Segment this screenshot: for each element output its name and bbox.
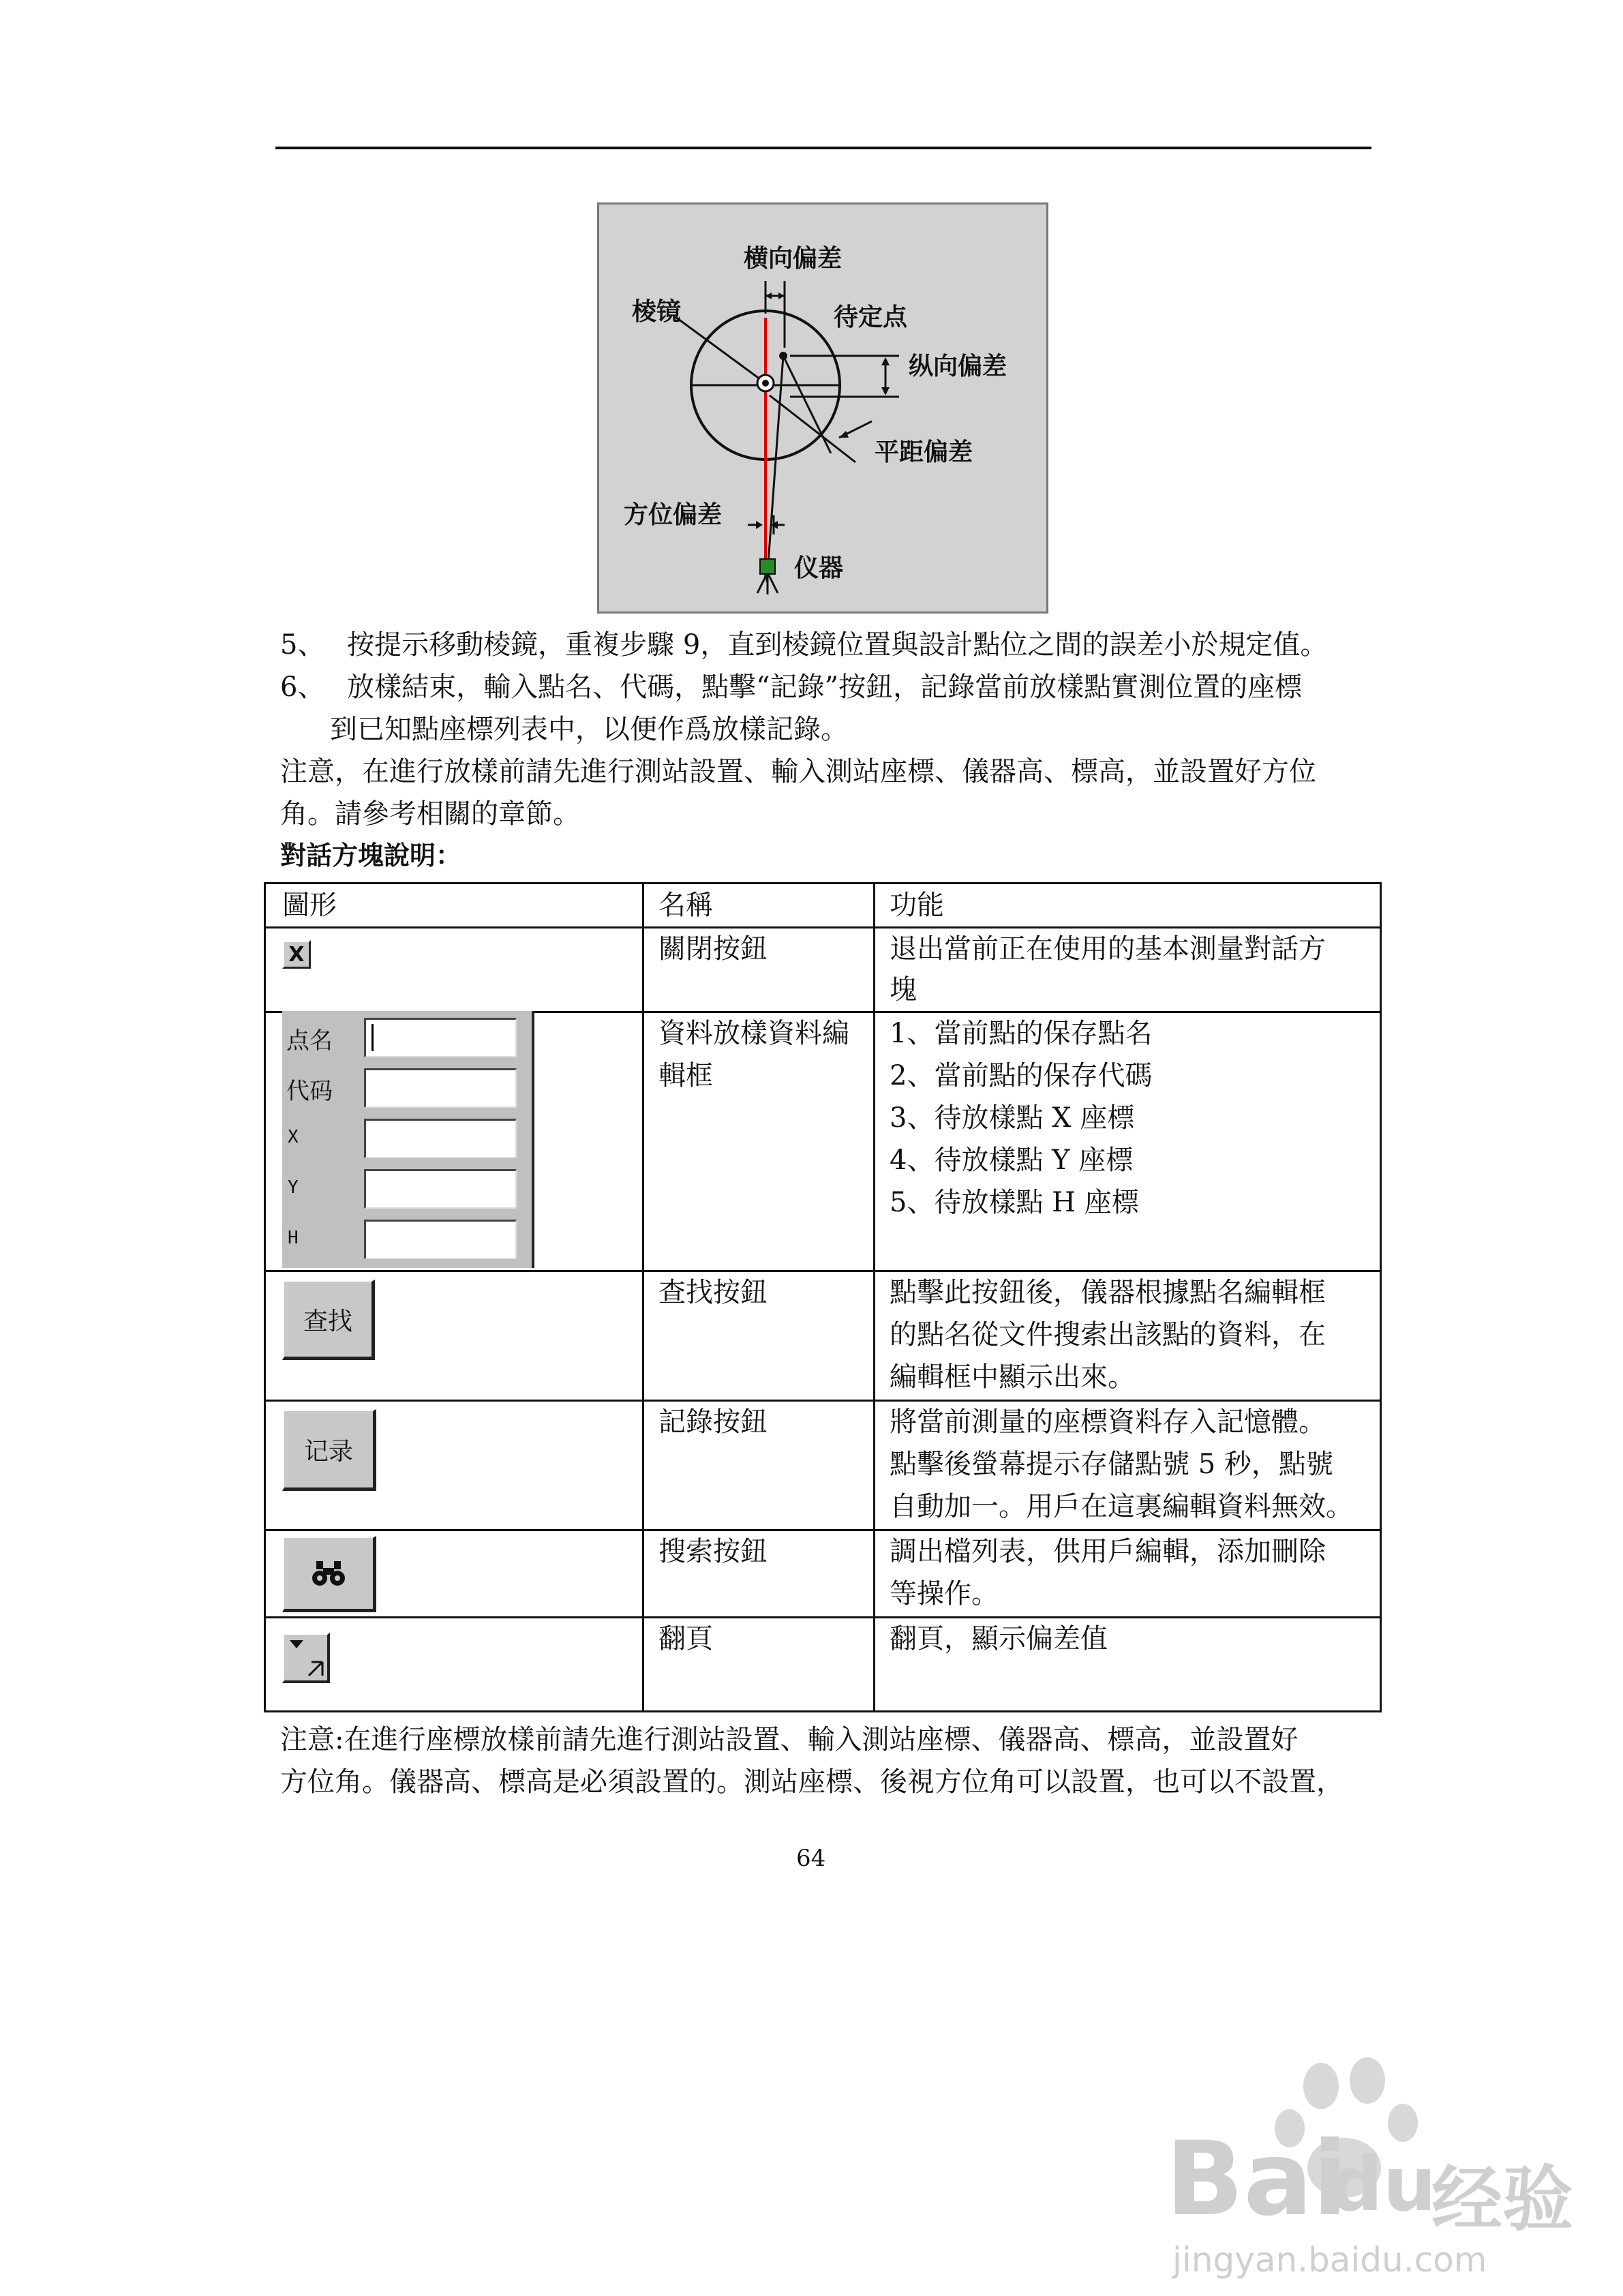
target-point-label: 待定点	[834, 303, 908, 331]
watermark-brand-2: du	[1329, 2141, 1437, 2228]
page-flip-button[interactable]	[282, 1633, 330, 1683]
page-flip-icon	[284, 1635, 325, 1678]
step-6-text: 放樣結束，輸入點名、代碼，點擊“記錄”按鈕，記錄當前放樣點實測位置的座標	[347, 671, 1303, 703]
code-input[interactable]	[364, 1068, 517, 1108]
watermark-brand: Bai	[1166, 2120, 1348, 2239]
table-row-divider	[266, 1616, 1380, 1618]
field-label-code: 代码	[286, 1078, 333, 1105]
record-button[interactable]: 记录	[282, 1409, 376, 1491]
find-button-func-3: 編輯框中顯示出來。	[890, 1361, 1135, 1393]
distance-deviation-label: 平距偏差	[875, 438, 973, 466]
prism-label: 棱镜	[632, 298, 682, 326]
note-2-line-2: 方位角。儀器高、標高是必須設置的。測站座標、後視方位角可以設置，也可以不設置，	[280, 1766, 1344, 1798]
table-col-divider-2	[873, 884, 875, 1710]
record-button-func-1: 將當前測量的座標資料存入記憶體。	[890, 1406, 1326, 1438]
note-1-line-2: 角。請參考相關的章節。	[280, 798, 580, 830]
record-button-name: 記錄按鈕	[658, 1406, 768, 1438]
x-coordinate-input[interactable]	[364, 1119, 517, 1158]
close-button-icon[interactable]: X	[282, 940, 311, 969]
table-col-divider-1	[642, 884, 644, 1710]
baidu-jingyan-watermark	[1145, 2045, 1581, 2280]
close-button-name: 關閉按鈕	[658, 933, 768, 965]
watermark-url: jingyan.baidu.com	[1172, 2240, 1487, 2280]
instrument-label: 仪器	[794, 554, 844, 582]
search-button[interactable]	[282, 1536, 376, 1612]
page-flip-name: 翻頁	[658, 1623, 713, 1655]
text-caret	[371, 1024, 374, 1051]
header-function: 功能	[890, 890, 944, 921]
longitudinal-deviation-label: 纵向偏差	[909, 352, 1007, 380]
stakeout-edit-panel	[282, 1011, 534, 1268]
note-1-line-1: 注意，在進行放樣前請先進行測站設置、輸入測站座標、儀器高、標高，並設置好方位	[280, 756, 1316, 787]
record-button-func-2: 點擊後螢幕提示存儲點號 5 秒，點號	[890, 1449, 1333, 1480]
step-6-continuation: 到已知點座標列表中，以便作爲放樣記錄。	[330, 714, 848, 745]
y-coordinate-input[interactable]	[364, 1169, 517, 1209]
field-label-h: H	[288, 1228, 299, 1248]
azimuth-deviation-label: 方位偏差	[624, 501, 723, 529]
field-label-point-name: 点名	[286, 1027, 333, 1055]
find-button-func-1: 點擊此按鈕後，儀器根據點名編輯框	[890, 1277, 1326, 1308]
search-button-name: 搜索按鈕	[658, 1536, 768, 1567]
edit-field-func-1: 1、當前點的保存點名	[890, 1018, 1153, 1049]
close-button-func-1: 退出當前正在使用的基本測量對話方	[890, 933, 1326, 965]
field-label-y: Y	[288, 1177, 299, 1198]
watermark-cn: 经验	[1431, 2158, 1574, 2241]
edit-field-func-4: 4、待放樣點 Y 座標	[890, 1145, 1134, 1176]
step-6-number: 6、	[280, 671, 325, 703]
search-button-func-1: 調出檔列表，供用戶編輯，添加刪除	[890, 1536, 1326, 1567]
page-number: 64	[796, 1845, 826, 1872]
edit-field-func-2: 2、當前點的保存代碼	[890, 1060, 1153, 1091]
search-button-func-2: 等操作。	[890, 1578, 999, 1610]
h-coordinate-input[interactable]	[364, 1220, 517, 1259]
binoculars-icon	[311, 1560, 346, 1587]
edit-field-name-2: 輯框	[658, 1060, 713, 1091]
section-title: 對話方塊說明：	[280, 841, 462, 871]
find-button[interactable]: 查找	[282, 1280, 375, 1360]
step-5	[280, 631, 1327, 659]
step-5-number: 5、	[280, 629, 325, 661]
find-button-name: 查找按鈕	[658, 1277, 768, 1308]
point-name-input[interactable]	[364, 1018, 517, 1057]
header-name: 名稱	[658, 890, 713, 921]
lateral-deviation-label: 横向偏差	[744, 245, 843, 273]
dialog-description-table	[264, 882, 1382, 1712]
stakeout-diagram	[597, 202, 1048, 614]
note-2-line-1: 注意:在進行座標放樣前請先進行測站設置、輸入測站座標、儀器高、標高，並設置好	[280, 1724, 1299, 1755]
step-6	[280, 671, 1303, 703]
edit-field-func-3: 3、待放樣點 X 座標	[890, 1102, 1135, 1134]
edit-field-name-1: 資料放樣資料編	[658, 1018, 849, 1049]
step-5-text: 按提示移動棱鏡，重複步驟 9，直到棱鏡位置與設計點位之間的誤差小於規定值。	[347, 629, 1328, 661]
header-rule	[275, 147, 1371, 149]
page-flip-func: 翻頁，顯示偏差值	[890, 1623, 1108, 1655]
edit-field-func-5: 5、待放樣點 H 座標	[890, 1187, 1139, 1218]
find-button-func-2: 的點名從文件搜索出該點的資料，在	[890, 1319, 1326, 1350]
header-graphic: 圖形	[282, 890, 337, 921]
record-button-func-3: 自動加一。用戶在這裏編輯資料無效。	[890, 1491, 1353, 1522]
close-button-func-2: 塊	[890, 974, 917, 1006]
field-label-x: X	[288, 1127, 299, 1147]
